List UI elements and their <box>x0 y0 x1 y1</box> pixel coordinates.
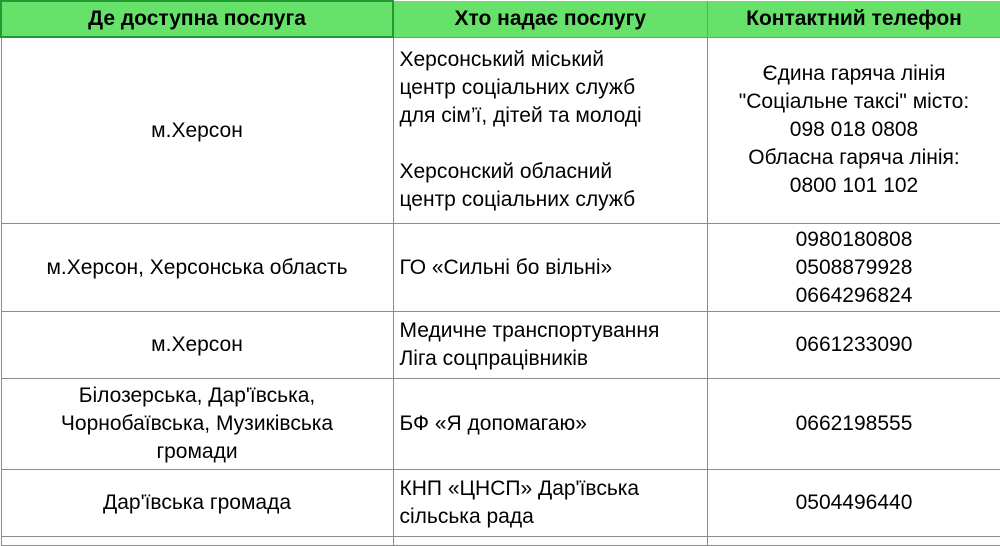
cell-text: Медичне транспортування <box>399 319 660 342</box>
header-row <box>1 1 1000 37</box>
cell-provider[interactable] <box>393 470 707 537</box>
cell-text: Обласна гаряча лінія: <box>748 146 960 170</box>
cell-text: Чорнобаївська, Музиківська <box>60 412 334 435</box>
cell-text: 0664296824 <box>795 283 913 307</box>
table-row <box>1 379 1000 470</box>
cell-provider[interactable] <box>393 37 707 224</box>
cell-text: Херсонський міський <box>399 48 604 72</box>
cell-text: м.Херсон <box>151 118 243 142</box>
cell-text: БФ «Я допомагаю» <box>399 412 587 435</box>
cell-text: м.Херсон, Херсонська область <box>46 255 348 279</box>
cell-provider[interactable] <box>393 379 707 470</box>
blank-line <box>400 130 701 158</box>
cell-phone[interactable] <box>707 312 1000 379</box>
cell-text: Білозерська, Дар'ївська, <box>78 384 316 407</box>
cell-text: 0508879928 <box>795 255 913 279</box>
table-row <box>1 312 1000 379</box>
cell-text: сільська рада <box>399 505 534 528</box>
header-location[interactable]: Де доступна послуга <box>1 1 393 37</box>
cell-text: 0800 101 102 <box>789 174 919 198</box>
cell-text: центр соціальних служб <box>399 188 636 212</box>
cell-text: 098 018 0808 <box>789 118 919 142</box>
table-row <box>1 470 1000 537</box>
cell-phone[interactable] <box>707 470 1000 537</box>
cell-text: Херсонский обласний <box>399 160 613 184</box>
header-provider[interactable]: Хто надає послугу <box>393 1 707 37</box>
cell-phone[interactable] <box>707 224 1000 312</box>
cell-text: Ліга соцпрацівників <box>399 347 589 370</box>
cell-phone[interactable] <box>707 37 1000 224</box>
cell-text: 0661233090 <box>795 333 913 356</box>
table-row <box>1 224 1000 312</box>
empty-cell[interactable] <box>393 537 707 546</box>
cell-text: КНП «ЦНСП» Дар'ївська <box>399 477 640 500</box>
cell-text: Єдина гаряча лінія <box>762 62 946 86</box>
table-row-partial <box>1 537 1000 546</box>
cell-text: "Соціальне таксі" місто: <box>738 90 970 114</box>
cell-phone[interactable] <box>707 379 1000 470</box>
header-phone[interactable]: Контактний телефон <box>707 1 1000 37</box>
cell-text: ГО «Сильні бо вільні» <box>399 255 613 279</box>
cell-provider[interactable] <box>393 312 707 379</box>
cell-text: Дар'ївська громада <box>102 491 291 514</box>
cell-text: громади <box>156 440 238 463</box>
cell-location[interactable] <box>1 379 393 470</box>
cell-text: 0980180808 <box>795 227 913 251</box>
cell-text: центр соціальних служб <box>399 76 636 100</box>
empty-cell[interactable] <box>1 537 393 546</box>
empty-cell[interactable] <box>707 537 1000 546</box>
cell-text: 0504496440 <box>795 491 913 514</box>
cell-provider[interactable] <box>393 224 707 312</box>
cell-text: для сім’ї, дітей та молоді <box>399 104 642 128</box>
cell-location[interactable] <box>1 224 393 312</box>
cell-text: 0662198555 <box>795 412 913 435</box>
cell-text: м.Херсон <box>151 333 243 356</box>
cell-location[interactable] <box>1 470 393 537</box>
cell-location[interactable] <box>1 37 393 224</box>
table-row <box>1 37 1000 224</box>
cell-location[interactable] <box>1 312 393 379</box>
